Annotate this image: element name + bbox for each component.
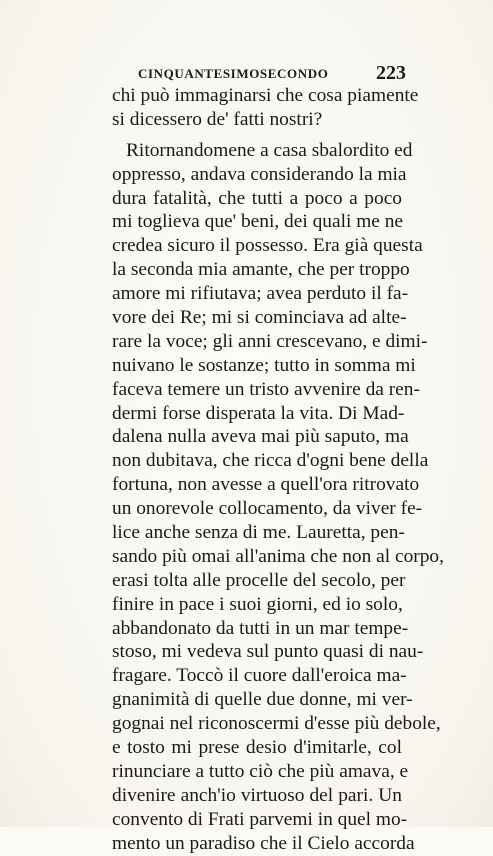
text-line: abbandonato da tutti in un mar tempe- xyxy=(112,617,409,639)
text-line: chi può immaginarsi che cosa piamente xyxy=(112,85,419,106)
paragraph-gap xyxy=(112,132,402,139)
text-line: rare la voce; gli anni crescevano, e dimi- xyxy=(112,330,428,352)
text-line: credea sicuro il possesso. Era già questa xyxy=(112,235,423,257)
text-line: e tosto mi prese desio d'imitarle, col xyxy=(112,737,402,759)
text-line: sando più omai all'anima che non al corpo, xyxy=(112,545,444,567)
text-line: finire in pace i suoi giorni, ed io solo, xyxy=(112,593,403,615)
text-line: rinunciare a tutto ciò che più amava, e xyxy=(112,760,409,782)
text-line: oppresso, andava considerando la mia xyxy=(112,163,407,185)
text-line: erasi tolta alle procelle del secolo, per xyxy=(112,569,406,591)
running-title: CINQUANTESIMOSECONDO xyxy=(138,66,329,81)
text-line: un onorevole collocamento, da viver fe- xyxy=(112,498,423,520)
text-line: lice anche senza di me. Lauretta, pen- xyxy=(112,522,405,544)
text-line: si dicessero de' fatti nostri? xyxy=(112,108,323,130)
text-line: fragare. Toccò il cuore dall'eroica ma- xyxy=(112,665,407,687)
text-line: mento un paradiso che il Cielo accorda xyxy=(112,832,415,854)
text-line: non dubitava, che ricca d'ogni bene della xyxy=(112,450,429,472)
paragraph xyxy=(112,139,444,856)
text-line: mi toglieva que' beni, dei quali me ne xyxy=(112,211,404,233)
body-text xyxy=(112,84,444,856)
text-line: faceva temere un tristo avvenire da ren- xyxy=(112,378,420,400)
text-line: convento di Frati parvemi in quel mo- xyxy=(112,808,408,830)
text-line: dermi forse disperata la vita. Di Mad- xyxy=(112,402,405,424)
text-line: la seconda mia amante, che per troppo xyxy=(112,259,410,281)
text-line: dalena nulla aveva mai più saputo, ma xyxy=(112,426,409,448)
text-line: dura fatalità, che tutti a poco a poco xyxy=(112,187,402,209)
text-line: gognai nel riconoscermi d'esse più debole, xyxy=(112,713,441,735)
text-line: stoso, mi vedeva sul punto quasi di nau- xyxy=(112,641,424,663)
running-head xyxy=(110,64,406,86)
text-line: Ritornandomene a casa sbalordito ed xyxy=(126,139,413,161)
text-line: vore dei Re; mi si cominciava ad alte- xyxy=(112,307,407,329)
text-line: divenire anch'io virtuoso del pari. Un xyxy=(112,784,402,806)
text-line: gnanimità di quelle due donne, mi ver- xyxy=(112,689,413,711)
text-line: nuivano le sostanze; tutto in somma mi xyxy=(112,354,416,376)
page-number: 223 xyxy=(376,62,406,84)
text-line: amore mi rifiutava; avea perduto il fa- xyxy=(112,283,409,305)
paragraph xyxy=(112,84,419,132)
text-line: fortuna, non avesse a quell'ora ritrovato xyxy=(112,474,420,496)
